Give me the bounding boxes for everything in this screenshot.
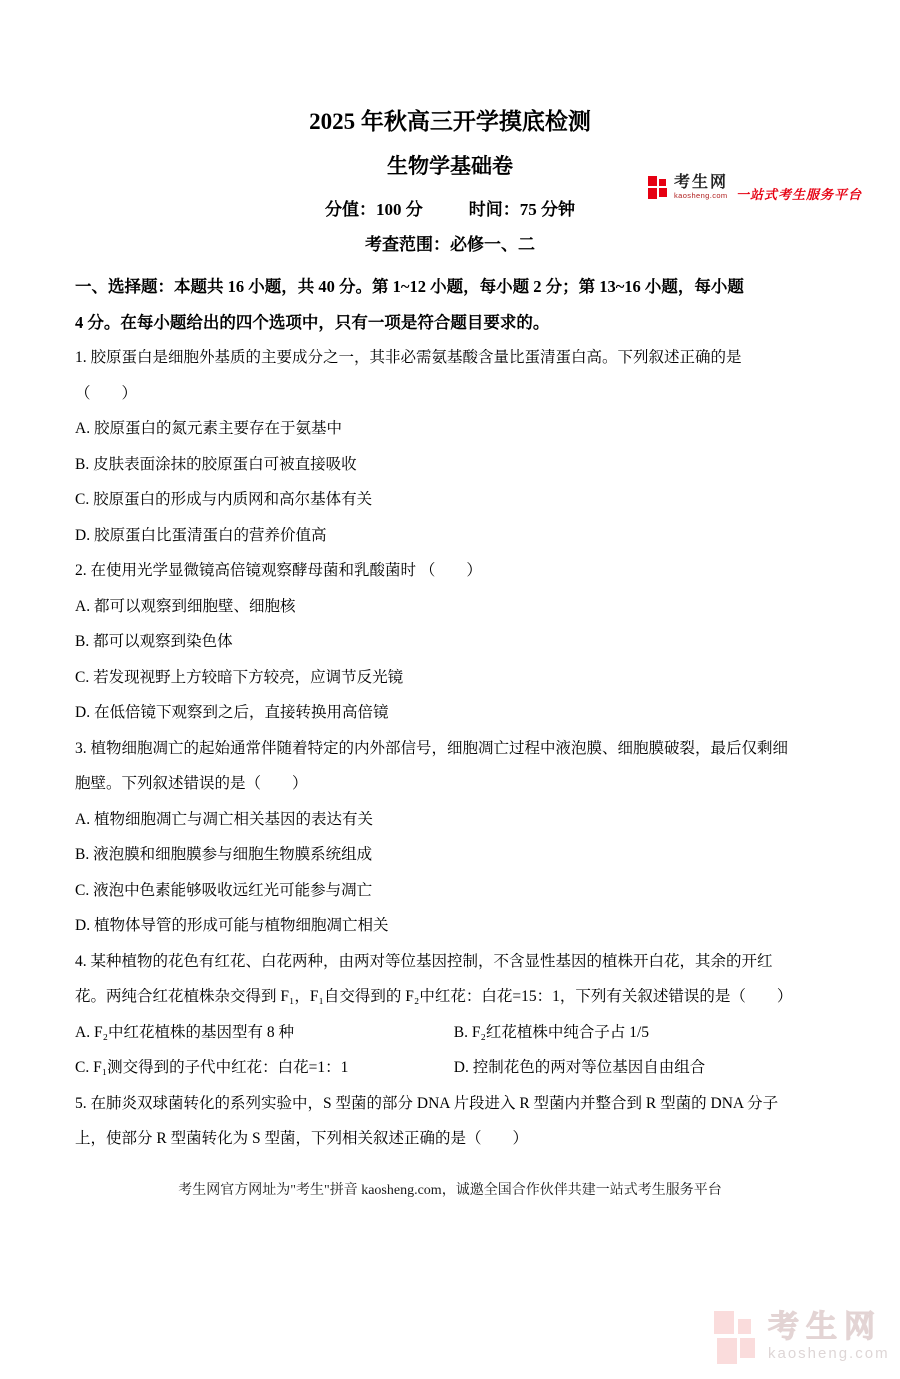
question-2-option-b: B. 都可以观察到染色体 (75, 633, 233, 650)
kaosheng-logo (648, 174, 862, 203)
question-4-options (75, 1015, 825, 1086)
brand-domain: kaosheng.com (674, 191, 728, 200)
question-2-option-a: A. 都可以观察到细胞壁、细胞核 (75, 597, 296, 615)
kaosheng-watermark-icon (712, 1309, 758, 1367)
watermark-domain: kaosheng.com (768, 1345, 890, 1362)
watermark-brand: 考生网 (768, 1309, 882, 1344)
question-3-stem-line-2: 胞壁。下列叙述错误的是（ ） (75, 775, 308, 792)
question-4-option-b: B. F₂红花植株中纯合子占 1/5 (453, 1023, 650, 1041)
question-3-option-d: D. 植物体导管的形成可能与植物细胞凋亡相关 (75, 917, 389, 934)
question-2-option-d: D. 在低倍镜下观察到之后，直接转换用高倍镜 (75, 704, 389, 721)
question-1-option-b: B. 皮肤表面涂抹的胶原蛋白可被直接吸收 (75, 455, 357, 473)
question-4-option-a: A. F₂中红花植株的基因型有 8 种 (75, 1023, 294, 1041)
question-4-option-d: D. 控制花色的两对等位基因自由组合 (453, 1059, 706, 1076)
exam-body (0, 106, 900, 1157)
watermark-text (768, 1309, 890, 1363)
brand-name: 考生网 (674, 174, 729, 191)
brand-text (674, 174, 728, 200)
question-3 (75, 731, 825, 944)
question-3-stem-line-1: 3. 植物细胞凋亡的起始通常伴随着特定的内外部信号，细胞凋亡过程中液泡膜、细胞膜破裂，最后仅剩细 (75, 739, 789, 757)
question-1-option-c: C. 胶原蛋白的形成与内质网和高尔基体有关 (75, 491, 373, 508)
section-heading-line: 4 分。在每小题给出的四个选项中，只有一项是符合题目要求的。 (75, 312, 550, 332)
question-4-stem-line-2: 花。两纯合红花植株杂交得到 F₁，F₁自交得到的 F₂中红花：白花=15：1，下列有关叙述错误的是（ ） (75, 988, 793, 1005)
question-4 (75, 944, 825, 1086)
question-1 (75, 340, 825, 553)
question-4-option-c: C. F₁测交得到的子代中红花：白花=1：1 (75, 1059, 349, 1076)
question-1-option-a: A. 胶原蛋白的氮元素主要存在于氨基中 (75, 420, 342, 437)
question-3-option-b: B. 液泡膜和细胞膜参与细胞生物膜系统组成 (75, 846, 373, 863)
exam-time: 时间：75 分钟 (468, 200, 575, 219)
exam-scope: 考查范围：必修一、二 (365, 235, 535, 254)
question-5 (75, 1086, 825, 1157)
section-heading-line: 一、选择题：本题共 16 小题，共 40 分。第 1~12 小题，每小题 2 分；第 13~16 小题，每小题 (75, 277, 744, 296)
question-5-stem-line-2: 上，使部分 R 型菌转化为 S 型菌，下列相关叙述正确的是（ ） (75, 1130, 528, 1147)
question-3-option-a: A. 植物细胞凋亡与凋亡相关基因的表达有关 (75, 810, 373, 828)
exam-title: 2025 年秋高三开学摸底检测 (309, 109, 591, 134)
question-1-stem-line-2: （ ） (75, 384, 138, 402)
page-footer (0, 1179, 900, 1199)
question-2-stem-line-1: 2. 在使用光学显微镜高倍镜观察酵母菌和乳酸菌时 （ ） (75, 562, 482, 579)
question-3-option-c: C. 液泡中色素能够吸收远红光可能参与凋亡 (75, 881, 373, 899)
exam-subtitle: 生物学基础卷 (387, 154, 513, 178)
question-2-option-c: C. 若发现视野上方较暗下方较亮，应调节反光镜 (75, 668, 404, 686)
question-1-stem-line-1: 1. 胶原蛋白是细胞外基质的主要成分之一，其非必需氨基酸含量比蛋清蛋白高。下列叙述正确的是 (75, 349, 742, 366)
brand-tagline: 一站式考生服务平台 (736, 187, 863, 202)
exam-page (0, 106, 900, 1362)
question-2 (75, 553, 825, 731)
question-4-stem-line-1: 4. 某种植物的花色有红花、白花两种，由两对等位基因控制，不含显性基因的植株开白花，其余的开红 (75, 952, 773, 970)
question-1-option-d: D. 胶原蛋白比蛋清蛋白的营养价值高 (75, 526, 327, 544)
exam-score: 分值：100 分 (325, 200, 423, 219)
kaosheng-logo-icon (648, 174, 670, 201)
kaosheng-watermark (712, 1309, 890, 1367)
footer-text: 考生网官方网址为"考生"拼音 kaosheng.com，诚邀全国合作伙伴共建一站式考生服务平台 (178, 1182, 722, 1198)
question-5-stem-line-1: 5. 在肺炎双球菌转化的系列实验中，S 型菌的部分 DNA 片段进入 R 型菌内并整合到 R 型菌的 DNA 分子 (75, 1094, 779, 1112)
section-heading (75, 269, 825, 340)
